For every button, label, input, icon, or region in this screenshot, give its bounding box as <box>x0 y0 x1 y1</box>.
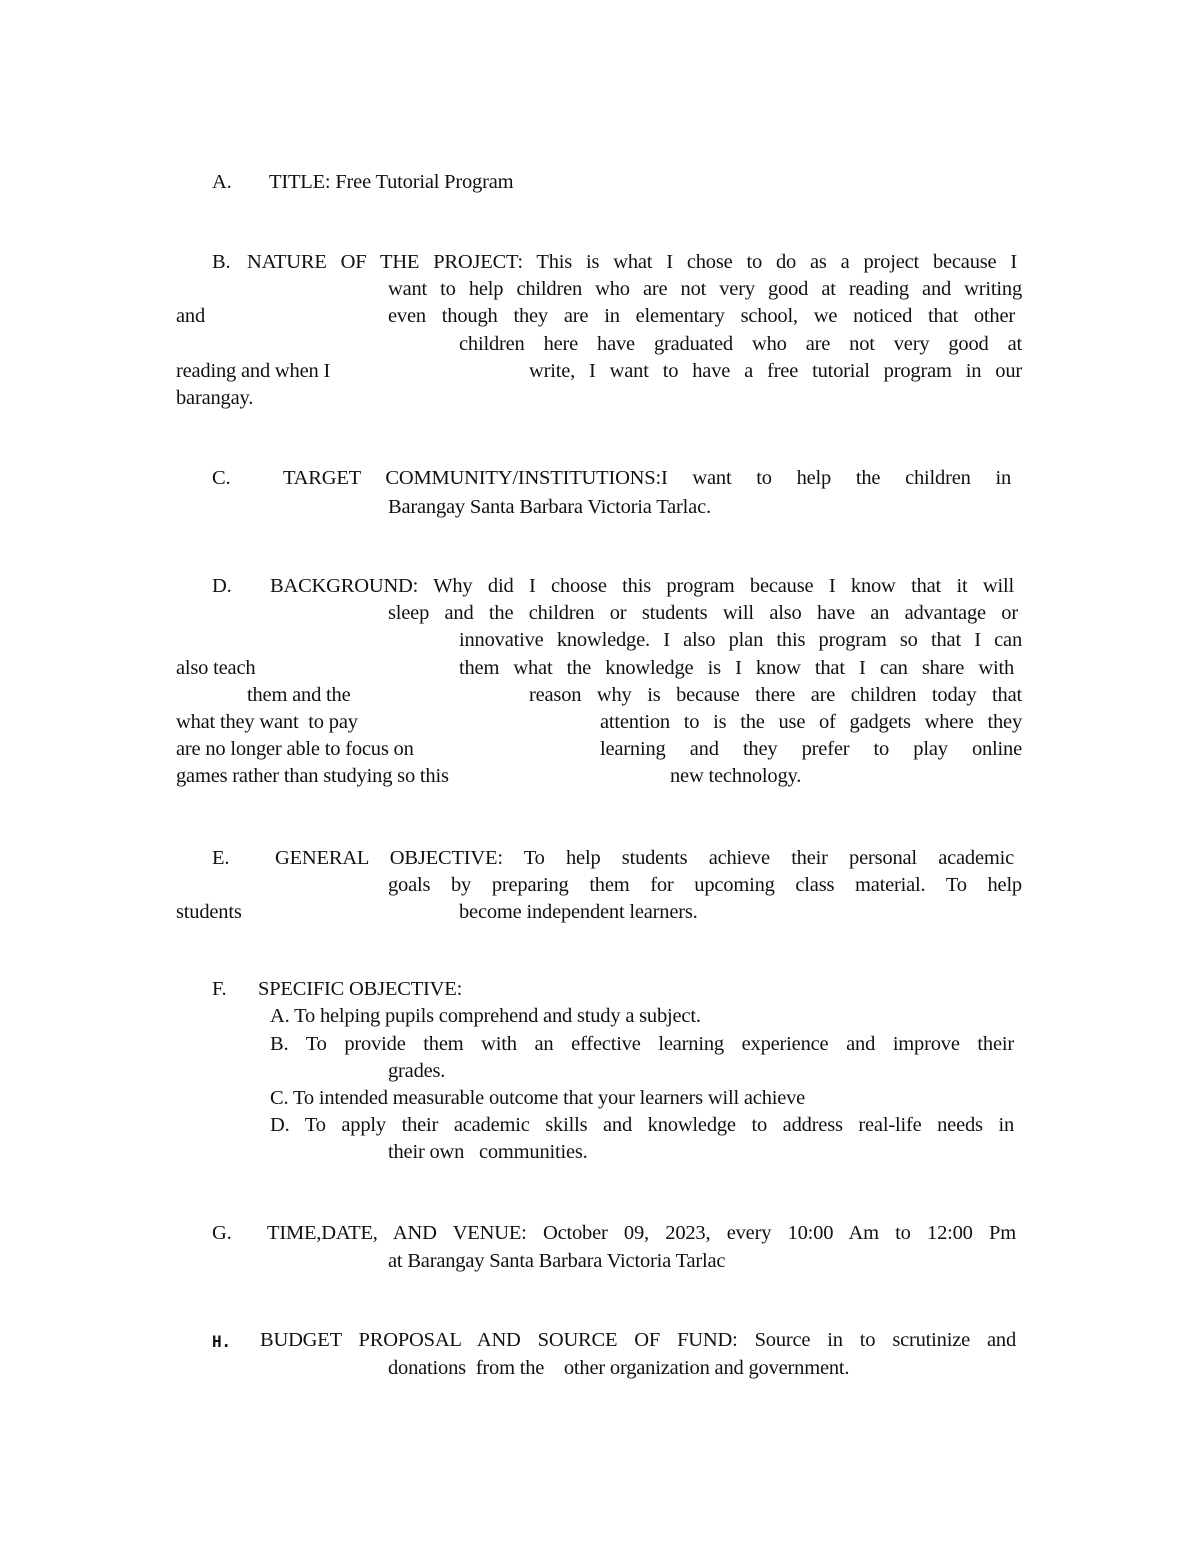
specific-item-b: B. To provide them with an effective learning experience and improve their <box>270 1033 1014 1055</box>
specific-item-d: D. To apply their academic skills and knowledge to address real-life needs in <box>270 1114 1014 1136</box>
nature-line-3: and <box>176 305 205 327</box>
target-line-2: Barangay Santa Barbara Victoria Tarlac. <box>388 496 711 518</box>
background-line-9: attention to is the use of gadgets where they <box>600 711 1022 733</box>
nature-line-1: NATURE OF THE PROJECT: This is what I chose to do as a project because I <box>247 251 1017 273</box>
background-line-5: them what the knowledge is I know that I can share with <box>459 657 1014 679</box>
section-letter-e: E. <box>212 847 230 869</box>
nature-line-2: want to help children who are not very good at reading and writing <box>388 278 1022 300</box>
background-line-11: learning and they prefer to play online <box>600 738 1022 760</box>
background-line-12: games rather than studying so this <box>176 765 449 787</box>
nature-line-6: reading and when I <box>176 360 331 382</box>
background-line-4: also teach <box>176 657 256 679</box>
background-line-8: what they want to pay <box>176 711 358 733</box>
background-line-2: sleep and the children or students will also have an advantage or <box>388 602 1018 624</box>
section-letter-b: B. <box>212 251 231 273</box>
title-line: TITLE: Free Tutorial Program <box>269 171 514 193</box>
general-line-4: become independent learners. <box>459 901 698 923</box>
general-line-2: goals by preparing them for upcoming class material. To help <box>388 874 1022 896</box>
budget-line-2: donations from the other organization and government. <box>388 1357 850 1379</box>
section-letter-h: H. <box>212 1332 231 1351</box>
section-letter-a: A. <box>212 171 232 193</box>
specific-heading: SPECIFIC OBJECTIVE: <box>258 978 463 1000</box>
background-line-6: them and the <box>247 684 351 706</box>
nature-line-4: even though they are in elementary school, we noticed that other <box>388 305 1015 327</box>
section-letter-g: G. <box>212 1222 232 1244</box>
venue-line-1: TIME,DATE, AND VENUE: October 09, 2023, every 10:00 Am to 12:00 Pm <box>267 1222 1016 1244</box>
background-line-1: BACKGROUND: Why did I choose this program because I know that it will <box>270 575 1014 597</box>
section-letter-d: D. <box>212 575 232 597</box>
background-line-10: are no longer able to focus on <box>176 738 414 760</box>
specific-item-c: C. To intended measurable outcome that your learners will achieve <box>270 1087 806 1109</box>
background-line-3: innovative knowledge. I also plan this program so that I can <box>459 629 1022 651</box>
budget-line-1: BUDGET PROPOSAL AND SOURCE OF FUND: Source in to scrutinize and <box>260 1329 1016 1351</box>
target-line-1: TARGET COMMUNITY/INSTITUTIONS:I want to help the children in <box>283 467 1011 489</box>
specific-item-b-cont: grades. <box>388 1060 446 1082</box>
nature-line-5: children here have graduated who are not very good at <box>459 333 1022 355</box>
background-line-13: new technology. <box>670 765 802 787</box>
section-letter-c: C. <box>212 467 231 489</box>
specific-item-d-cont: their own communities. <box>388 1141 588 1163</box>
specific-item-a: A. To helping pupils comprehend and study a subject. <box>270 1005 701 1027</box>
section-letter-f: F. <box>212 978 227 1000</box>
nature-line-7: write, I want to have a free tutorial program in our <box>529 360 1022 382</box>
background-line-7: reason why is because there are children today that <box>529 684 1022 706</box>
general-line-3: students <box>176 901 242 923</box>
venue-line-2: at Barangay Santa Barbara Victoria Tarlac <box>388 1250 726 1272</box>
general-line-1: GENERAL OBJECTIVE: To help students achieve their personal academic <box>275 847 1014 869</box>
nature-line-8: barangay. <box>176 387 254 409</box>
